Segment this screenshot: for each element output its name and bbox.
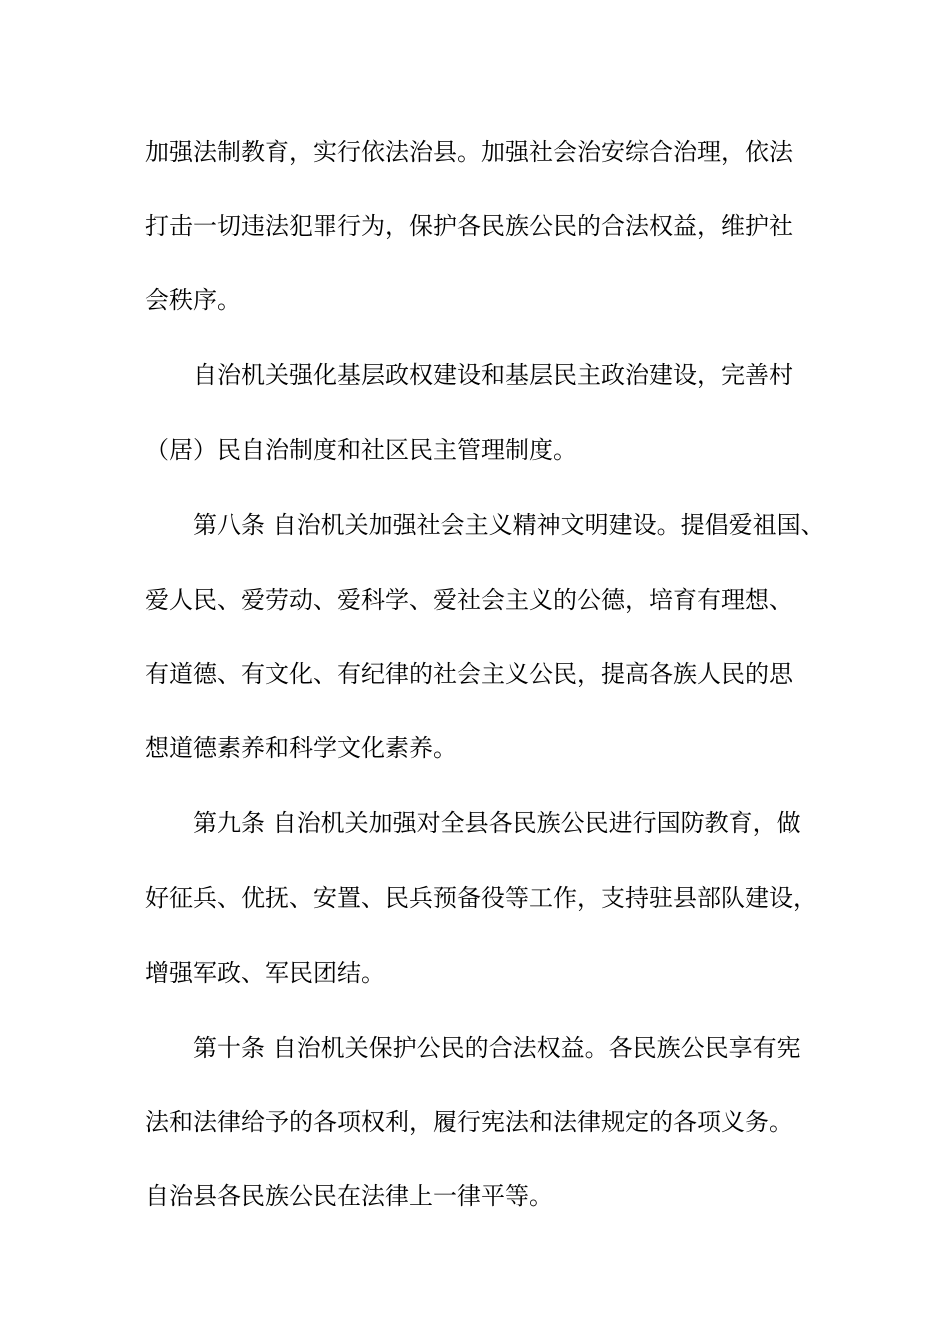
text-line-3: 会秩序。 <box>145 286 241 314</box>
article-8-line-2: 爱人民、爱劳动、爱科学、爱社会主义的公德，培育有理想、 <box>145 586 793 614</box>
article-9-line-3: 增强军政、军民团结。 <box>145 959 385 987</box>
article-9-line-2: 好征兵、优抚、安置、民兵预备役等工作，支持驻县部队建设， <box>145 884 817 912</box>
article-10-line-3: 自治县各民族公民在法律上一律平等。 <box>145 1182 553 1210</box>
text-line-1: 加强法制教育，实行依法治县。加强社会治安综合治理，依法 <box>145 138 793 166</box>
article-8-line-1: 第八条 自治机关加强社会主义精神文明建设。提倡爱祖国、 <box>193 511 825 539</box>
article-9-line-1: 第九条 自治机关加强对全县各民族公民进行国防教育，做 <box>193 809 801 837</box>
article-8-line-4: 想道德素养和科学文化素养。 <box>145 734 457 762</box>
text-line-2: 打击一切违法犯罪行为，保护各民族公民的合法权益，维护社 <box>145 212 793 240</box>
article-10-line-1: 第十条 自治机关保护公民的合法权益。各民族公民享有宪 <box>193 1034 801 1062</box>
article-10-line-2: 法和法律给予的各项权利，履行宪法和法律规定的各项义务。 <box>145 1108 793 1136</box>
text-line-4: 自治机关强化基层政权建设和基层民主政治建设，完善村 <box>193 361 793 389</box>
text-line-5: （居）民自治制度和社区民主管理制度。 <box>145 436 577 464</box>
article-8-line-3: 有道德、有文化、有纪律的社会主义公民，提高各族人民的思 <box>145 660 793 688</box>
